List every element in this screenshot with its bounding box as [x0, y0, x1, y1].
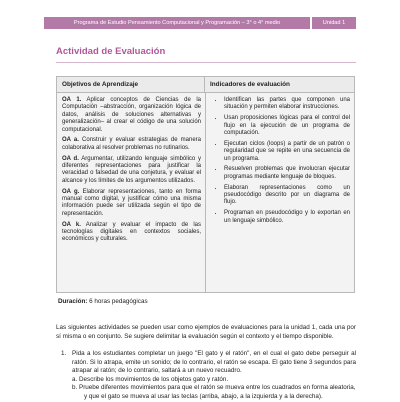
objectives-column: [62, 97, 201, 247]
objective-item: [62, 222, 201, 244]
column-divider: [205, 93, 206, 292]
objective-code: OA a.: [62, 137, 79, 144]
objective-item: [62, 189, 201, 219]
objective-text: Analizar y evaluar el impacto de las tecnologías digitales en contextos sociales, económicos y culturales.: [62, 221, 202, 243]
title-divider: [56, 62, 356, 63]
activity-text: Pida a los estudiantes completar un juego "El gato y el ratón", en el cual el gato debe perseguir al ratón. Si lo atrapa, emite un sonido; de lo contrario, el ratón se escapa. El gato tiene 3 segundos para atrapar al ratón; de lo contrario, saltará a un nuevo recuadro.: [72, 350, 356, 375]
objective-item: [62, 156, 201, 186]
indicators-column: [210, 97, 350, 228]
objectives-header: Objetivos de Aprendizaje: [57, 77, 205, 93]
indicator-item: • Programan en pseudocódigo y lo exportan en un lenguaje simbólico.: [224, 210, 350, 225]
indicator-item: • Resuelven problemas que involucran ejecutar programas mediante lenguaje de bloques.: [224, 166, 350, 181]
objective-text: Aplicar conceptos de Ciencias de la Computación –abstracción, organización lógica de datos, análisis de soluciones alternativas y generalización– al crear el código de una solución computacional.: [62, 97, 201, 133]
indicator-item: • Identifican las partes que componen una situación y permiten elaborar instrucciones.: [224, 97, 350, 112]
objective-code: OA g.: [62, 188, 80, 195]
objective-text: Elaborar representaciones, tanto en forma manual como digital, y justificar cómo una misma información puede ser utilizada según el tipo de representación.: [62, 188, 201, 217]
duration-value: 6 horas pedagógicas: [87, 298, 148, 305]
indicators-list: [210, 97, 350, 225]
indicators-header: Indicadores de evaluación: [205, 77, 354, 93]
activity-subitems: [72, 376, 356, 402]
duration-line: [58, 298, 148, 305]
objective-item: [62, 137, 201, 152]
intro-paragraph: Las siguientes actividades se pueden usar como ejemplos de evaluaciones para la unidad 1, cada una por sí misma o en conjunto. Se sugiere delimitar la evaluación según el contexto y el tiempo disponible.: [56, 324, 356, 340]
page-header: [0, 0, 400, 34]
indicator-item: • Elaboran representaciones como un pseudocódigo descrito por un diagrama de flujo.: [224, 185, 350, 207]
indicator-item: • Ejecutan ciclos (loops) a partir de un patrón o regularidad que se repite en una secuencia de un programa.: [224, 141, 350, 163]
activity-item: [56, 350, 356, 402]
activity-subitem: b. Pruebe diferentes movimientos para que el ratón se mueva entre los cuadrados en forma aleatoria, y que el gato se mueva al usar las teclas (arriba, abajo, a la izquierda y a la derecha).: [72, 384, 356, 400]
objective-text: Construir y evaluar estrategias de manera colaborativa al resolver problemas no rutinarios.: [62, 137, 201, 151]
objective-code: OA k.: [62, 221, 81, 228]
objective-item: [62, 97, 201, 134]
page-title: Actividad de Evaluación: [56, 46, 166, 57]
indicator-item: • Usan proposiciones lógicas para el control del flujo en la ejecución de un programa de computación.: [224, 115, 350, 137]
unit-badge: Unidad 1: [312, 17, 356, 29]
program-title-band: Programa de Estudio Pensamiento Computacional y Programación – 3° o 4° medio: [44, 17, 310, 29]
activity-number: 1.: [61, 350, 67, 357]
objective-text: Argumentar, utilizando lenguaje simbólico y diferentes representaciones para justificar la veracidad o falsedad de una conjetura, y evaluar el alcance y los límites de los argumentos utilizados.: [62, 155, 201, 184]
evaluation-table: [56, 76, 355, 293]
objective-code: OA 1.: [62, 97, 82, 103]
activity-subitem: a. Describe los movimientos de los objetos gato y ratón.: [72, 375, 229, 383]
duration-label: Duración:: [58, 298, 88, 305]
objective-code: OA d.: [62, 155, 79, 162]
